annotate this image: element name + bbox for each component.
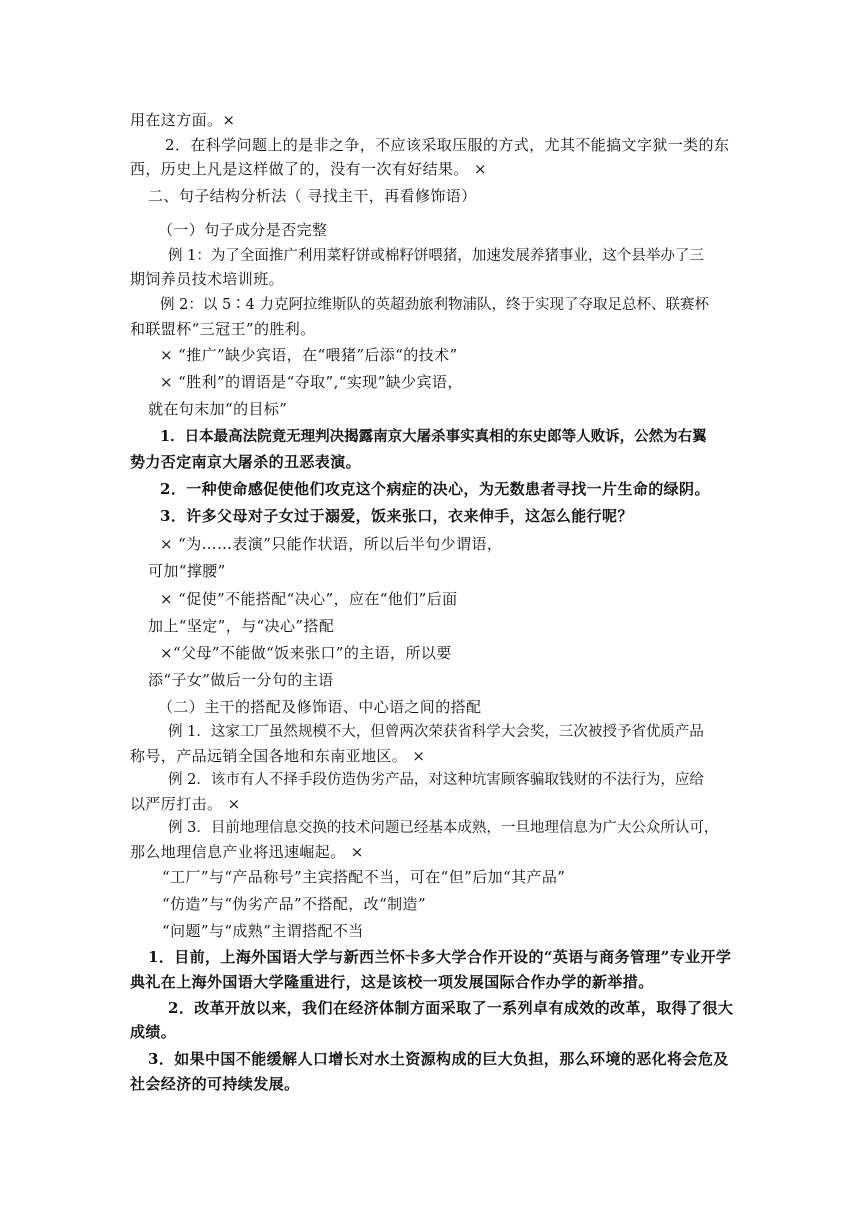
text-line-14: 势力否定南京大屠杀的丑恶表演。	[130, 453, 362, 471]
text-line-33: 1．目前，上海外国语大学与新西兰怀卡多大学合作开设的“英语与商务管理”专业开学	[148, 948, 732, 966]
text-line-34: 典礼在上海外国语大学隆重进行，这是该校一项发展国际合作办学的新举措。	[130, 973, 654, 991]
text-line-11: × “胜利”的谓语是“夺取”,“实现”缺少宾语，	[160, 373, 463, 391]
section-heading-2: 二、句子结构分析法（ 寻找主干，再看修饰语）	[148, 187, 477, 205]
text-line-30: “工厂”与“产品称号”主宾搭配不当，可在“但”后加“其产品”	[162, 868, 566, 886]
text-line-18: 可加“撑腰”	[148, 562, 226, 580]
text-line-22: 添“子女”做后一分句的主语	[148, 671, 334, 689]
subsection-heading-2: （二）主干的搭配及修饰语、中心语之间的搭配	[158, 698, 482, 716]
text-line-9: 和联盟杯“三冠王”的胜利。	[130, 320, 316, 338]
text-line-12: 就在句末加“的目标”	[148, 400, 288, 418]
text-line-27: 以严厉打击。 ×	[130, 795, 241, 813]
text-line-10: × “推广”缺少宾语，在“喂猪”后添“的技术”	[160, 346, 458, 364]
text-line-29: 那么地理信息产业将迅速崛起。 ×	[130, 843, 364, 861]
text-line-7: 期饲养员技术培训班。	[130, 270, 285, 288]
text-line-3: 西，历史上凡是这样做了的，没有一次有好结果。 ×	[130, 160, 487, 178]
text-line-24: 例 1．这家工厂虽然规模不大，但曾两次荣获省科学大会奖，三次被授予省优质产品	[168, 724, 704, 740]
text-line-37: 3．如果中国不能缓解人口增长对水土资源构成的巨大负担，那么环境的恶化将会危及	[148, 1050, 729, 1068]
text-line-2: 2．在科学问题上的是非之争，不应该采取压服的方式，尤其不能搞文字狱一类的东	[165, 136, 730, 154]
text-line-32: “问题”与“成熟”主谓搭配不当	[162, 922, 364, 940]
text-line-31: “仿造”与“伪劣产品”不搭配，改“制造”	[162, 895, 427, 913]
text-line-16: 3．许多父母对子女过于溺爱，饭来张口，衣来伸手，这怎么能行呢？	[160, 507, 633, 525]
text-line-35: 2．改革开放以来，我们在经济体制方面采取了一系列卓有成效的改革，取得了很大	[168, 999, 734, 1017]
text-line-8: 例 2：以 5∶4 力克阿拉维斯队的英超劲旅利物浦队，终于实现了夺取足总杯、联赛杯	[160, 297, 710, 313]
text-line-38: 社会经济的可持续发展。	[130, 1075, 300, 1093]
text-line-36: 成绩。	[130, 1023, 177, 1041]
text-line-15: 2．一种使命感促使他们攻克这个病症的决心，为无数患者寻找一片生命的绿阴。	[160, 480, 710, 498]
text-line-17: × “为……表演”只能作状语，所以后半句少谓语，	[160, 535, 503, 553]
text-line-28: 例 3．目前地理信息交换的技术问题已经基本成熟，一旦地理信息为广大公众所认可，	[168, 820, 719, 836]
text-line-21: ×“父母”不能做“饭来张口”的主语，所以要	[160, 644, 452, 662]
subsection-heading-1: （一）句子成分是否完整	[158, 221, 328, 239]
text-line-13: 1．日本最高法院竟无理判决揭露南京大屠杀事实真相的东史郎等人败诉，公然为右翼	[160, 428, 707, 445]
text-line-20: 加上“坚定”，与“决心”搭配	[148, 617, 335, 635]
text-line-1: 用在这方面。×	[130, 111, 236, 129]
text-line-6: 例 1：为了全面推广利用菜籽饼或棉籽饼喂猪，加速发展养猪事业，这个县举办了三	[168, 248, 704, 264]
text-line-19: × “促使”不能搭配“决心”，应在“他们”后面	[160, 590, 458, 608]
text-line-26: 例 2．该市有人不择手段仿造伪劣产品，对这种坑害顾客骗取钱财的不法行为，应给	[168, 772, 704, 788]
text-line-25: 称号，产品远销全国各地和东南亚地区。 ×	[130, 747, 426, 765]
